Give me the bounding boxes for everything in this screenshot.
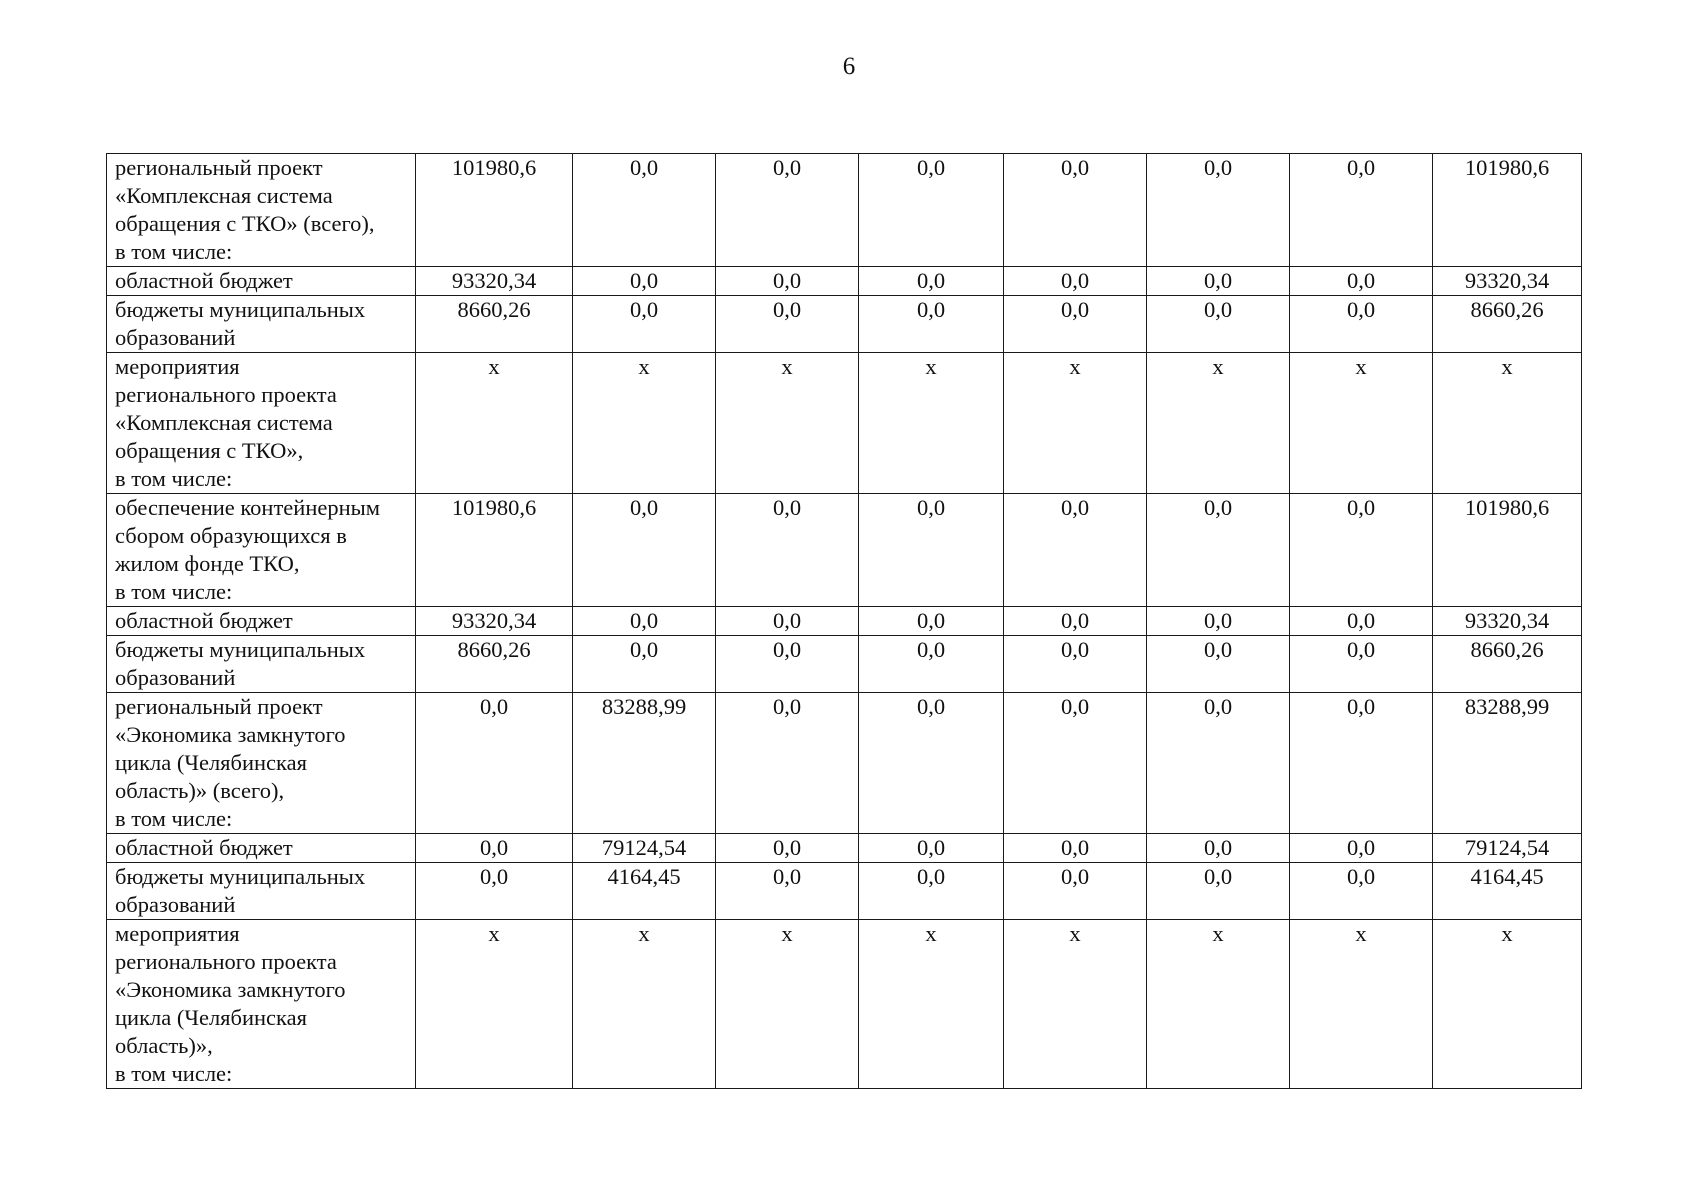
value-cell: 0,0 [1290, 296, 1433, 353]
value-cell: x [1004, 920, 1147, 1089]
value-cell: 0,0 [859, 607, 1004, 636]
row-label [107, 296, 416, 353]
value-cell: 0,0 [1004, 636, 1147, 693]
row-label-line: цикла (Челябинская [115, 1005, 307, 1030]
value-cell: 0,0 [859, 296, 1004, 353]
row-label-line: образований [115, 665, 236, 690]
value-cell: 0,0 [716, 154, 859, 267]
row-label-line: сбором образующихся в [115, 523, 347, 548]
row-label [107, 636, 416, 693]
value-cell: 0,0 [716, 834, 859, 863]
value-cell: 0,0 [1290, 494, 1433, 607]
value-cell: 0,0 [1004, 154, 1147, 267]
value-cell: 0,0 [573, 154, 716, 267]
row-label-line: региональный проект [115, 155, 323, 180]
value-cell: 4164,45 [573, 863, 716, 920]
value-cell: 0,0 [716, 607, 859, 636]
value-cell: 83288,99 [1433, 693, 1582, 834]
row-label-line: в том числе: [115, 1061, 233, 1086]
value-cell: x [1290, 920, 1433, 1089]
value-cell: 0,0 [1004, 296, 1147, 353]
value-cell: 8660,26 [1433, 296, 1582, 353]
value-cell: 101980,6 [1433, 154, 1582, 267]
table-row [107, 920, 1582, 1089]
row-label-line: в том числе: [115, 579, 233, 604]
value-cell: 0,0 [573, 267, 716, 296]
value-cell: 93320,34 [416, 607, 573, 636]
value-cell: x [716, 353, 859, 494]
value-cell: 4164,45 [1433, 863, 1582, 920]
table-row [107, 494, 1582, 607]
row-label-line: областной бюджет [115, 608, 293, 633]
row-label [107, 863, 416, 920]
value-cell: 0,0 [859, 154, 1004, 267]
row-label [107, 920, 416, 1089]
row-label-line: обеспечение контейнерным [115, 495, 381, 520]
value-cell: 0,0 [1290, 636, 1433, 693]
row-label-line: жилом фонде ТКО, [115, 551, 300, 576]
value-cell: 0,0 [1004, 693, 1147, 834]
row-label-line: образований [115, 325, 236, 350]
table-row [107, 636, 1582, 693]
table-body [107, 154, 1582, 1089]
value-cell: 0,0 [1290, 154, 1433, 267]
value-cell: 0,0 [1147, 494, 1290, 607]
value-cell: 0,0 [859, 863, 1004, 920]
row-label-line: обращения с ТКО», [115, 438, 304, 463]
value-cell: x [1290, 353, 1433, 494]
row-label-line: мероприятия [115, 921, 240, 946]
row-label [107, 154, 416, 267]
table-row [107, 693, 1582, 834]
row-label [107, 353, 416, 494]
row-label-line: цикла (Челябинская [115, 750, 307, 775]
value-cell: 0,0 [573, 494, 716, 607]
value-cell: 0,0 [859, 693, 1004, 834]
row-label [107, 267, 416, 296]
row-label-line: бюджеты муниципальных [115, 297, 366, 322]
row-label-line: областной бюджет [115, 835, 293, 860]
value-cell: 0,0 [716, 494, 859, 607]
value-cell: 0,0 [1147, 267, 1290, 296]
value-cell: 0,0 [1004, 863, 1147, 920]
value-cell: x [1004, 353, 1147, 494]
row-label-line: «Комплексная система [115, 183, 333, 208]
value-cell: 0,0 [716, 267, 859, 296]
value-cell: x [859, 920, 1004, 1089]
value-cell: 93320,34 [416, 267, 573, 296]
value-cell: x [416, 920, 573, 1089]
value-cell: 101980,6 [416, 154, 573, 267]
value-cell: 93320,34 [1433, 267, 1582, 296]
row-label-line: область)», [115, 1033, 213, 1058]
value-cell: x [1147, 920, 1290, 1089]
value-cell: 8660,26 [1433, 636, 1582, 693]
value-cell: 0,0 [416, 693, 573, 834]
row-label-line: область)» (всего), [115, 778, 285, 803]
value-cell: 0,0 [1147, 636, 1290, 693]
row-label-line: бюджеты муниципальных [115, 864, 366, 889]
row-label-line: в том числе: [115, 466, 233, 491]
value-cell: 0,0 [1004, 494, 1147, 607]
table-row [107, 353, 1582, 494]
table-row [107, 154, 1582, 267]
value-cell: 0,0 [716, 636, 859, 693]
value-cell: 0,0 [1004, 834, 1147, 863]
table-row [107, 607, 1582, 636]
value-cell: 0,0 [1004, 267, 1147, 296]
value-cell: 0,0 [716, 296, 859, 353]
row-label-line: регионального проекта [115, 382, 337, 407]
row-label-line: мероприятия [115, 354, 240, 379]
row-label-line: регионального проекта [115, 949, 337, 974]
row-label [107, 693, 416, 834]
row-label-line: региональный проект [115, 694, 323, 719]
row-label-line: образований [115, 892, 236, 917]
table-row [107, 863, 1582, 920]
value-cell: x [716, 920, 859, 1089]
value-cell: 79124,54 [573, 834, 716, 863]
value-cell: 93320,34 [1433, 607, 1582, 636]
row-label-line: обращения с ТКО» (всего), [115, 211, 375, 236]
value-cell: 0,0 [859, 834, 1004, 863]
row-label-line: областной бюджет [115, 268, 293, 293]
row-label-line: «Экономика замкнутого [115, 977, 346, 1002]
table-row [107, 296, 1582, 353]
row-label-line: «Комплексная система [115, 410, 333, 435]
value-cell: 0,0 [1147, 863, 1290, 920]
row-label-line: в том числе: [115, 806, 233, 831]
value-cell: 0,0 [416, 863, 573, 920]
row-label [107, 607, 416, 636]
value-cell: x [573, 353, 716, 494]
value-cell: 0,0 [573, 296, 716, 353]
value-cell: 0,0 [416, 834, 573, 863]
row-label [107, 834, 416, 863]
value-cell: 83288,99 [573, 693, 716, 834]
page-number: 6 [842, 53, 856, 80]
row-label-line: «Экономика замкнутого [115, 722, 346, 747]
value-cell: 0,0 [1147, 154, 1290, 267]
value-cell: 0,0 [1290, 834, 1433, 863]
value-cell: x [573, 920, 716, 1089]
value-cell: x [1433, 920, 1582, 1089]
value-cell: 0,0 [1147, 834, 1290, 863]
value-cell: 0,0 [573, 607, 716, 636]
value-cell: 0,0 [1147, 296, 1290, 353]
value-cell: x [859, 353, 1004, 494]
table-row [107, 267, 1582, 296]
value-cell: 0,0 [716, 693, 859, 834]
value-cell: x [1433, 353, 1582, 494]
value-cell: 0,0 [716, 863, 859, 920]
row-label-line: бюджеты муниципальных [115, 637, 366, 662]
value-cell: 101980,6 [1433, 494, 1582, 607]
value-cell: 0,0 [1147, 693, 1290, 834]
value-cell: 8660,26 [416, 636, 573, 693]
row-label-line: в том числе: [115, 239, 233, 264]
row-label [107, 494, 416, 607]
value-cell: 0,0 [1290, 267, 1433, 296]
value-cell: 8660,26 [416, 296, 573, 353]
value-cell: 101980,6 [416, 494, 573, 607]
value-cell: 0,0 [859, 636, 1004, 693]
value-cell: 0,0 [859, 267, 1004, 296]
value-cell: 0,0 [1147, 607, 1290, 636]
value-cell: x [416, 353, 573, 494]
value-cell: 0,0 [573, 636, 716, 693]
budget-table [106, 153, 1582, 1089]
value-cell: 0,0 [1290, 863, 1433, 920]
table-row [107, 834, 1582, 863]
value-cell: 0,0 [1004, 607, 1147, 636]
value-cell: 0,0 [1290, 693, 1433, 834]
value-cell: 0,0 [859, 494, 1004, 607]
value-cell: x [1147, 353, 1290, 494]
value-cell: 0,0 [1290, 607, 1433, 636]
value-cell: 79124,54 [1433, 834, 1582, 863]
